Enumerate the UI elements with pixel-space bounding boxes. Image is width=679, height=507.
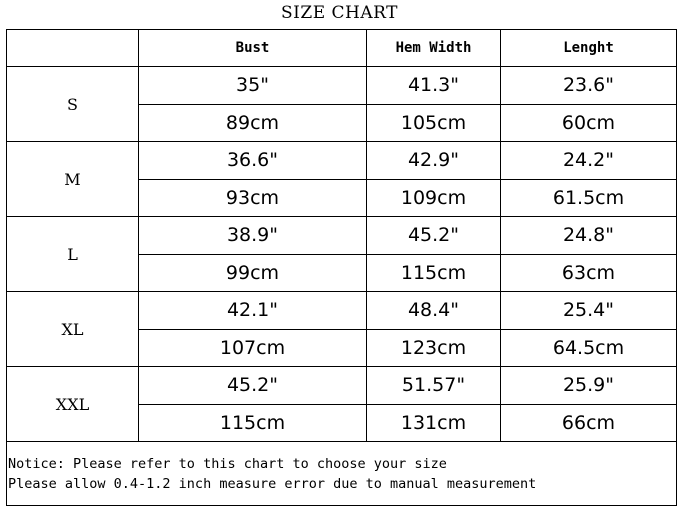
length-inch: 25.4" (501, 292, 677, 330)
notice-line-2: Please allow 0.4-1.2 inch measure error due to manual measurement (8, 475, 537, 492)
notice-box (7, 442, 677, 506)
notice-line-1: Notice: Please refer to this chart to choose your size (8, 455, 447, 472)
bust-inch: 38.9" (139, 217, 367, 255)
hem-width-cm: 105cm (367, 104, 501, 142)
hem-width-inch: 42.9" (367, 142, 501, 180)
length-cm: 60cm (501, 104, 677, 142)
hem-width-cm: 109cm (367, 179, 501, 217)
size-label: L (7, 217, 139, 292)
table-header-row (7, 30, 677, 67)
length-inch: 23.6" (501, 67, 677, 105)
bust-inch: 45.2" (139, 367, 367, 405)
hem-width-cm: 131cm (367, 404, 501, 442)
table-row (7, 217, 677, 255)
length-inch: 24.8" (501, 217, 677, 255)
notice-row (7, 442, 677, 506)
page-title: SIZE CHART (281, 3, 398, 23)
hem-width-inch: 48.4" (367, 292, 501, 330)
size-chart-table (6, 29, 677, 506)
bust-cm: 93cm (139, 179, 367, 217)
length-inch: 25.9" (501, 367, 677, 405)
length-cm: 63cm (501, 254, 677, 292)
header-length: Lenght (501, 30, 677, 67)
bust-cm: 99cm (139, 254, 367, 292)
size-label: S (7, 67, 139, 142)
bust-cm: 115cm (139, 404, 367, 442)
length-cm: 66cm (501, 404, 677, 442)
header-bust: Bust (139, 30, 367, 67)
length-cm: 61.5cm (501, 179, 677, 217)
bust-inch: 36.6" (139, 142, 367, 180)
hem-width-inch: 45.2" (367, 217, 501, 255)
hem-width-inch: 51.57" (367, 367, 501, 405)
hem-width-cm: 115cm (367, 254, 501, 292)
table-row (7, 367, 677, 405)
size-label: M (7, 142, 139, 217)
size-label: XXL (7, 367, 139, 442)
length-inch: 24.2" (501, 142, 677, 180)
bust-inch: 35" (139, 67, 367, 105)
hem-width-inch: 41.3" (367, 67, 501, 105)
size-label: XL (7, 292, 139, 367)
header-size (7, 30, 139, 67)
table-row (7, 292, 677, 330)
table-row (7, 142, 677, 180)
header-hem-width: Hem Width (367, 30, 501, 67)
bust-inch: 42.1" (139, 292, 367, 330)
bust-cm: 107cm (139, 329, 367, 367)
length-cm: 64.5cm (501, 329, 677, 367)
bust-cm: 89cm (139, 104, 367, 142)
table-row (7, 67, 677, 105)
hem-width-cm: 123cm (367, 329, 501, 367)
